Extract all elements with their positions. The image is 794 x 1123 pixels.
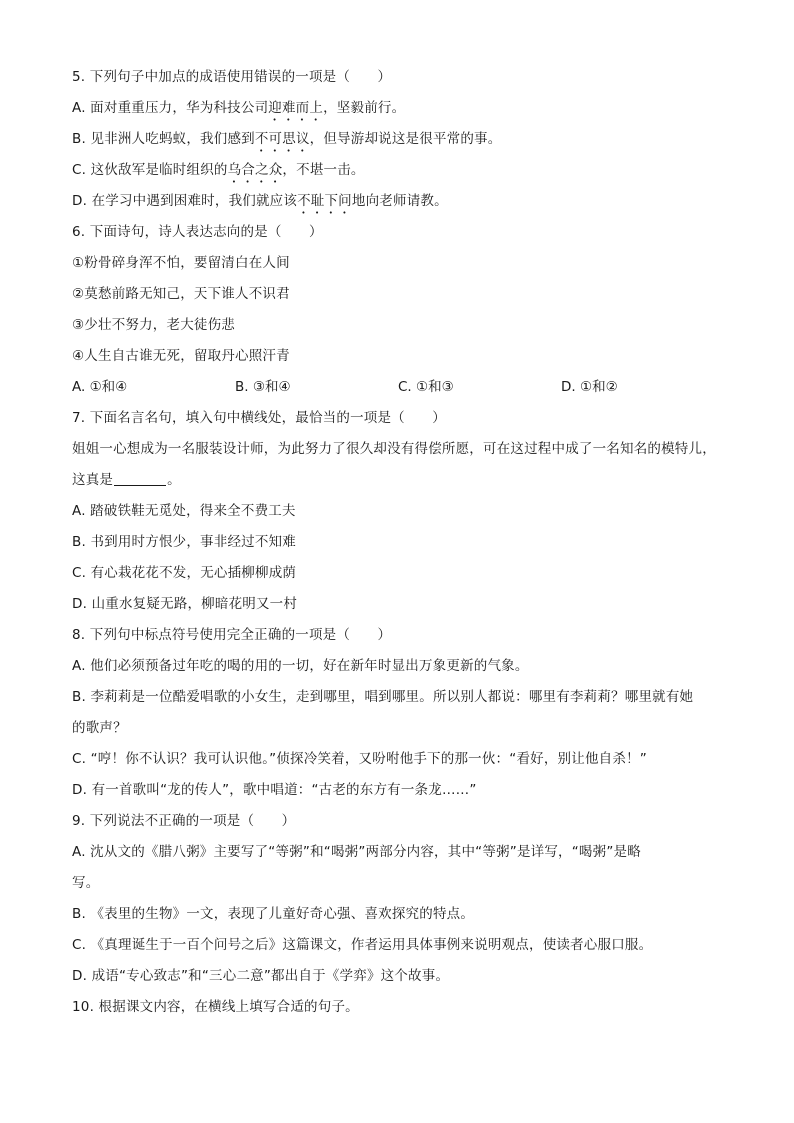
q7-passage-end: 。 [167, 472, 181, 488]
q9-stem: 9. 下列说法不正确的一项是（ ） [72, 813, 296, 829]
q5-d-text-end: 地向老师请教。 [351, 193, 448, 209]
q5-c-text: C. 这伙敌军是临时组织的 [72, 162, 228, 178]
q5-option-c [72, 155, 740, 186]
q6-stem: 6. 下面诗句，诗人表达志向的是（ ） [72, 224, 323, 240]
q8-option-a: A. 他们必须预备过年吃的喝的用的一切，好在新年时显出万象更新的气象。 [72, 658, 529, 674]
q6-poem-1: ①粉骨碎身浑不怕，要留清白在人间 [72, 255, 290, 271]
q5-c-text-end: ，不堪一击。 [282, 162, 365, 178]
q7-option-c: C. 有心栽花花不发，无心插柳柳成荫 [72, 565, 297, 581]
q5-b-text-end: ，但导游却说这是很平常的事。 [309, 131, 502, 147]
q6-option-b: B. ③和④ [235, 379, 291, 395]
q5-a-text: A. 面对重重压力，华为科技公司 [72, 100, 269, 116]
q5-stem: 5. 下列句子中加点的成语使用错误的一项是（ ） [72, 69, 392, 85]
q8-stem: 8. 下列句中标点符号使用完全正确的一项是（ ） [72, 627, 392, 643]
q7-option-b: B. 书到用时方恨少，事非经过不知难 [72, 534, 296, 550]
q6-poem-2: ②莫愁前路无知己，天下谁人不识君 [72, 286, 290, 302]
q7-passage-line-1: 姐姐一心想成为一名服装设计师，为此努力了很久却没有得偿所愿，可在这过程中成了一名知名的模特儿， [72, 441, 716, 457]
q5-d-text: D. 在学习中遇到困难时，我们就应该 [72, 193, 298, 209]
q5-d-idiom: 不耻下问 [297, 193, 352, 209]
exam-page [72, 62, 740, 1023]
q7-option-a: A. 踏破铁鞋无觅处，得来全不费工夫 [72, 503, 296, 519]
q7-fill-blank [114, 471, 166, 486]
q9-option-c: C. 《真理诞生于一百个问号之后》这篇课文，作者运用具体事例来说明观点，使读者心服口服。 [72, 937, 653, 953]
q5-c-idiom: 乌合之众 [227, 162, 283, 178]
q7-stem: 7. 下面名言名句，填入句中横线处，最恰当的一项是（ ） [72, 410, 446, 426]
q5-b-text: B. 见非洲人吃蚂蚁，我们感到 [72, 131, 255, 147]
q9-option-d: D. 成语“专心致志”和“三心二意”都出自于《学弈》这个故事。 [72, 968, 450, 984]
q7-option-d: D. 山重水复疑无路，柳暗花明又一村 [72, 596, 298, 612]
q10-stem: 10. 根据课文内容，在横线上填写合适的句子。 [72, 999, 359, 1015]
q5-option-a [72, 93, 740, 124]
q6-option-d: D. ①和② [561, 379, 618, 395]
q5-a-idiom: 迎难而上 [268, 100, 324, 116]
q9-option-b: B. 《表里的生物》一文，表现了儿童好奇心强、喜欢探究的特点。 [72, 906, 475, 922]
q5-option-d [72, 186, 740, 217]
q5-option-b [72, 124, 740, 155]
q6-options [72, 372, 740, 403]
q7-passage-text: 这真是 [72, 472, 114, 488]
q6-option-c: C. ①和③ [398, 379, 454, 395]
q5-b-idiom: 不可思议 [254, 131, 310, 147]
q6-poem-4: ④人生自古谁无死，留取丹心照汗青 [72, 348, 290, 364]
q6-poem-3: ③少壮不努力，老大徒伤悲 [72, 317, 236, 333]
q9-option-a-line-1: A. 沈从文的《腊八粥》主要写了“等粥”和“喝粥”两部分内容，其中“等粥”是详写，“喝粥”是略 [72, 844, 641, 860]
q8-option-d: D. 有一首歌叫“龙的传人”，歌中唱道：“古老的东方有一条龙……” [72, 782, 477, 798]
q6-option-a: A. ①和④ [72, 379, 128, 395]
q8-option-b-line-1: B. 李莉莉是一位酷爱唱歌的小女生，走到哪里，唱到哪里。所以别人都说：哪里有李莉莉？哪里就有她 [72, 689, 694, 705]
q5-a-text-end: ，坚毅前行。 [323, 100, 406, 116]
q7-passage-line-2 [72, 465, 740, 496]
q8-option-c: C. “哼！你不认识？我可认识他。”侦探冷笑着，又吩咐他手下的那一伙：“看好，别让他自杀！” [72, 751, 647, 767]
q9-option-a-line-2: 写。 [72, 875, 100, 891]
q8-option-b-line-2: 的歌声？ [72, 720, 127, 736]
